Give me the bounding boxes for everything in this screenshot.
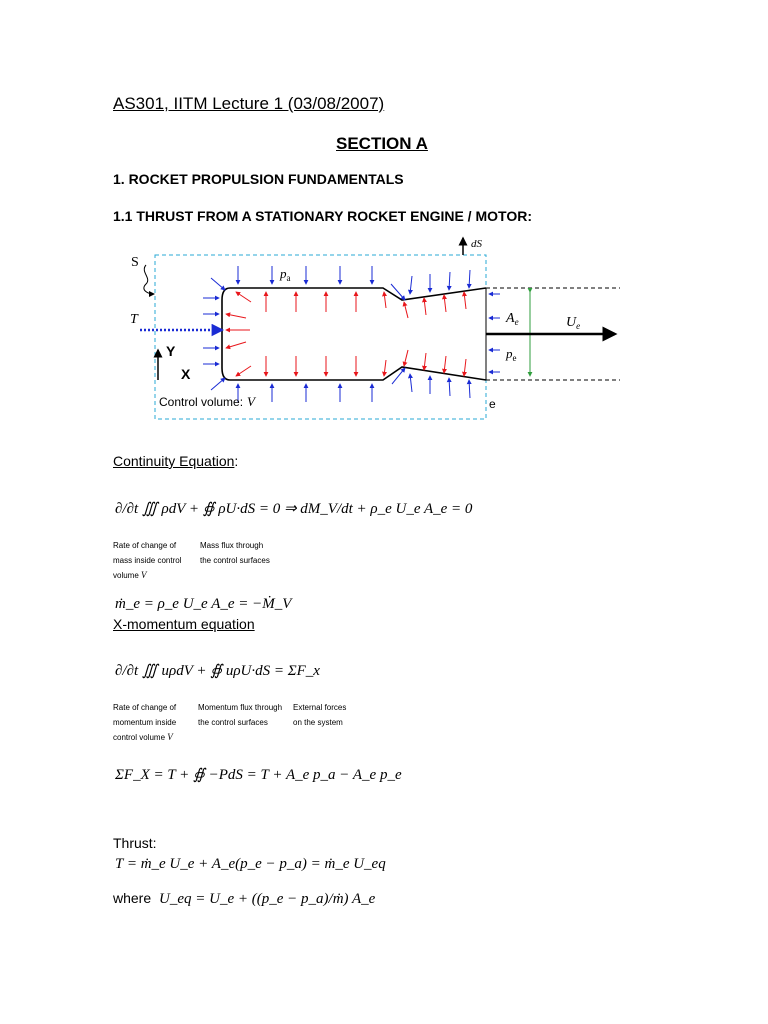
label-S: S [131, 255, 139, 270]
equivalent-velocity-line: where U_eq = U_e + ((p_e − p_a)/ṁ) A_e [113, 890, 376, 907]
internal-pressure-arrows [226, 292, 466, 376]
rocket-control-volume-diagram [0, 230, 768, 420]
continuity-note-rate: Rate of change of mass inside control volume V [113, 541, 182, 580]
momentum-note-flux: Momentum flux through the control surfaces [198, 703, 283, 727]
label-Ae: $A_e$ [506, 311, 519, 327]
external-pressure-arrows [203, 266, 500, 402]
thrust-heading: Thrust: [113, 835, 157, 851]
force-sum-equation: ΣF_X = T + ∯ −PdS = T + A_e p_a − A_e p_e [115, 767, 402, 783]
label-X: X [181, 366, 191, 382]
label-pe: $p_e$ [506, 346, 517, 363]
thrust-equation: T = ṁ_e U_e + A_e(p_e − p_a) = ṁ_e U_eq [115, 856, 386, 872]
heading-thrust-stationary: 1.1 THRUST FROM A STATIONARY ROCKET ENGINE / MOTOR: [113, 208, 532, 224]
mass-flow-equation: ṁ_e = ρ_e U_e A_e = −Ṁ_V [115, 596, 292, 612]
label-pa: $p_a$ [280, 266, 291, 283]
label-dS: dS [471, 238, 482, 250]
heading-rocket-propulsion: 1. ROCKET PROPULSION FUNDAMENTALS [113, 171, 404, 187]
label-Ue: $U_e$ [566, 315, 581, 331]
momentum-note-rate: Rate of change of momentum inside control volume V [113, 703, 177, 742]
continuity-heading: Continuity Equation: [113, 453, 239, 469]
section-title: SECTION A [336, 134, 428, 153]
momentum-equation: ∂/∂t ∭ uρdV + ∯ uρU·dS = ΣF_x [115, 663, 320, 679]
control-volume-label: Control volume: V [159, 394, 255, 409]
label-Y: Y [166, 343, 176, 359]
engine-outline [222, 288, 486, 380]
continuity-note-flux: Mass flux through the control surfaces [200, 541, 270, 565]
surface-pointer [144, 265, 154, 294]
label-e: e [489, 397, 496, 411]
momentum-note-external: External forces on the system [293, 703, 347, 727]
continuity-equation: ∂/∂t ∭ ρdV + ∯ ρU·dS = 0 ⇒ dM_V/dt + ρ_e U_e A_e = 0 [115, 501, 473, 517]
label-T: T [130, 312, 138, 327]
page-title: AS301, IITM Lecture 1 (03/08/2007) [113, 94, 385, 113]
momentum-heading: X-momentum equation [113, 616, 255, 632]
